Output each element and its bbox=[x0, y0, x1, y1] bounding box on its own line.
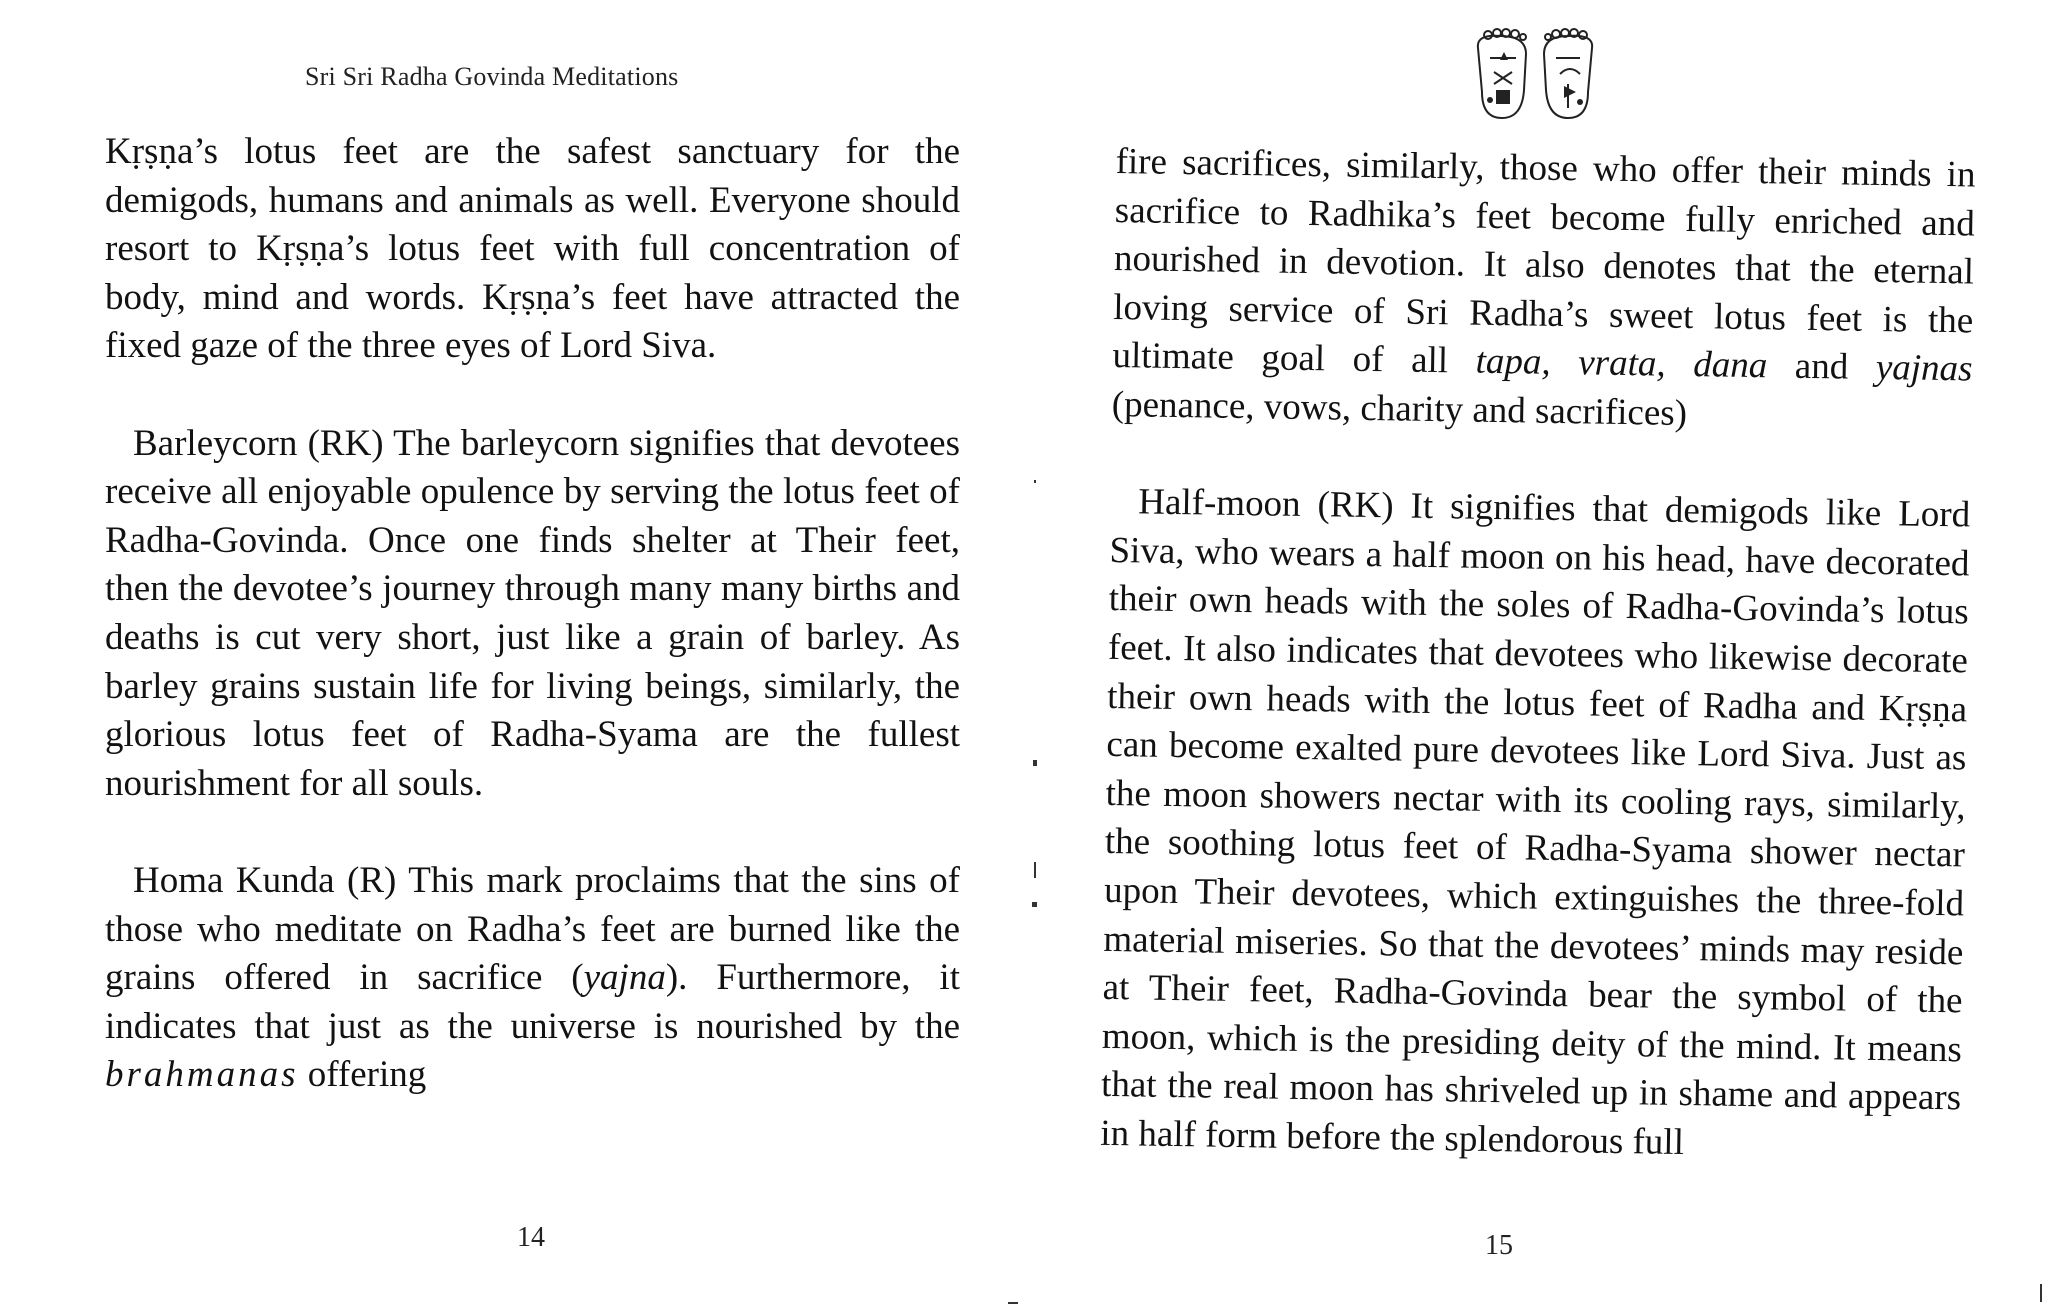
left-body-text bbox=[105, 128, 960, 1100]
running-head: Sri Sri Radha Govinda Meditations bbox=[305, 62, 679, 91]
gutter-speck bbox=[1008, 1302, 1018, 1304]
italic-term: yajna bbox=[583, 957, 666, 999]
paragraph-barleycorn: Barleycorn (RK) The barleycorn signifies that devotees receive all enjoyable opulence by serving the lotus feet of Radha-Govinda. Once one finds shelter at Their feet, then the devotee’s journey through many many births and deaths is cut very short, just like a grain of barley. As barley grains sustain life for living beings, similarly, the glorious lotus feet of Radha-Syama are the fullest nourishment for all souls. bbox=[105, 422, 960, 804]
italic-term: brahmanas bbox=[105, 1054, 299, 1096]
paragraph-fire-sacrifices: fire sacrifices, similarly, those who offer their minds in sacrifice to Radhika’s feet become fully enriched and nourished in devotion. It also denotes that the eternal loving service of Sri Radha’s sweet lotus feet is the ultimate goal of all tapa, vrata, dana and yajnas (penance, vows, charity and sacrifices) bbox=[1111, 140, 1976, 434]
lotus-footprints-icon bbox=[1460, 28, 1610, 126]
paragraph-krsna-feet: Kṛṣṇa’s lotus feet are the safest sanctuary for the demigods, humans and animals as well. Everyone should resort to Kṛṣṇa’s lotus feet with full concentration of body, mind and words. Kṛṣṇa’s feet have attracted the fixed gaze of the three eyes of Lord Siva. bbox=[105, 131, 960, 367]
right-page bbox=[1020, 0, 2048, 1316]
page-number: 15 bbox=[1485, 1230, 1513, 1261]
right-body-text bbox=[1100, 138, 1976, 1172]
left-page bbox=[0, 0, 1020, 1316]
paragraph-homa-kunda: Homa Kunda (R) This mark proclaims that the sins of those who meditate on Radha’s feet are burned like the grains offered in sacrifice (yajna). Furthermore, it indicates that just as the universe is nourished by the brahmanas offering bbox=[105, 859, 960, 1096]
italic-term: yajnas bbox=[1875, 347, 1973, 390]
italic-term: tapa, vrata, dana bbox=[1475, 341, 1768, 387]
page-number: 14 bbox=[517, 1222, 545, 1253]
paragraph-half-moon: Half-moon (RK) It signifies that demigods like Lord Siva, who wears a half moon on his head, have decorated their own heads with the soles of Radha-Govinda’s lotus feet. It also indicates that devotees who likewise decorate their own heads with the lotus feet of Radha and Kṛṣṇa can become exalted pure devotees like Lord Siva. Just as the moon showers nectar with its cooling rays, similarly, the soothing lotus feet of Radha-Syama shower nectar upon Their devotees, which extinguishes the three-fold material miseries. So that the devotees’ minds may reside at Their feet, Radha-Govinda bear the symbol of the moon, which is the presiding deity of the mind. It means that the real moon has shriveled up in shame and appears in half form before the splendorous full bbox=[1100, 481, 1971, 1163]
